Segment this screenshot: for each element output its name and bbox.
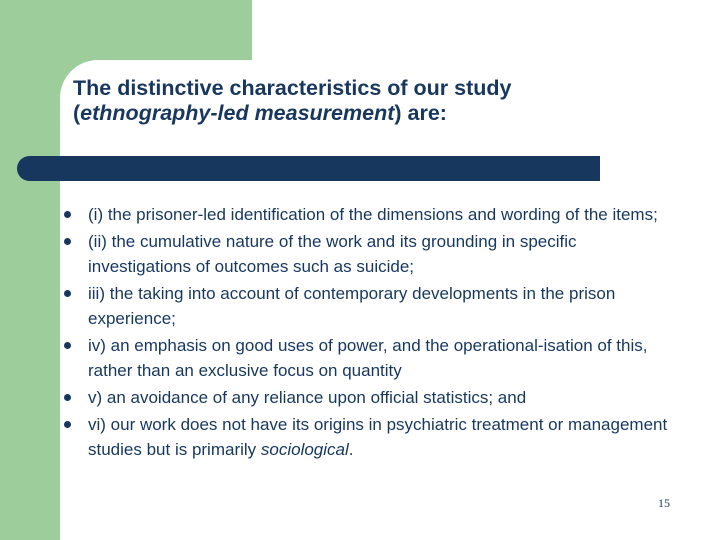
bullet-item	[62, 412, 682, 462]
bullet-text: iii) the taking into account of contemporary developments in the prison experience;	[88, 284, 616, 328]
title-line-1: The distinctive characteristics of our study	[73, 76, 512, 100]
bullet-item	[62, 281, 682, 331]
title-paren-open: (	[73, 101, 81, 125]
slide-title	[73, 76, 673, 126]
bullet-item	[62, 229, 682, 279]
bullet-text: (ii) the cumulative nature of the work and its grounding in specific investigations of outcomes such as suicide;	[88, 232, 577, 276]
title-italic-phrase: ethnography-led measurement	[80, 101, 395, 125]
bullet-icon	[64, 238, 71, 245]
bullet-text: vi) our work does not have its origins in psychiatric treatment or management studies but is primarily	[88, 415, 668, 459]
bullet-text: (i) the prisoner-led identification of the dimensions and wording of the items;	[88, 205, 658, 224]
title-line-2-end: ) are:	[394, 101, 447, 125]
bullet-text: iv) an emphasis on good uses of power, and the operational-isation of this, rather than an exclusive focus on quantity	[88, 336, 648, 380]
bullet-item	[62, 385, 682, 410]
page-number: 15	[658, 496, 670, 510]
bullet-list	[62, 202, 682, 464]
bullet-icon	[64, 290, 71, 297]
bullet-icon	[64, 421, 71, 428]
bullet-italic-word: sociological	[260, 440, 349, 459]
bullet-item	[62, 202, 682, 227]
bullet-text: v) an avoidance of any reliance upon official statistics; and	[88, 388, 527, 407]
bullet-item	[62, 333, 682, 383]
bullet-icon	[64, 394, 71, 401]
bullet-text-tail: .	[348, 440, 354, 459]
bullet-icon	[64, 342, 71, 349]
title-divider-bar	[17, 156, 600, 181]
bullet-icon	[64, 211, 71, 218]
